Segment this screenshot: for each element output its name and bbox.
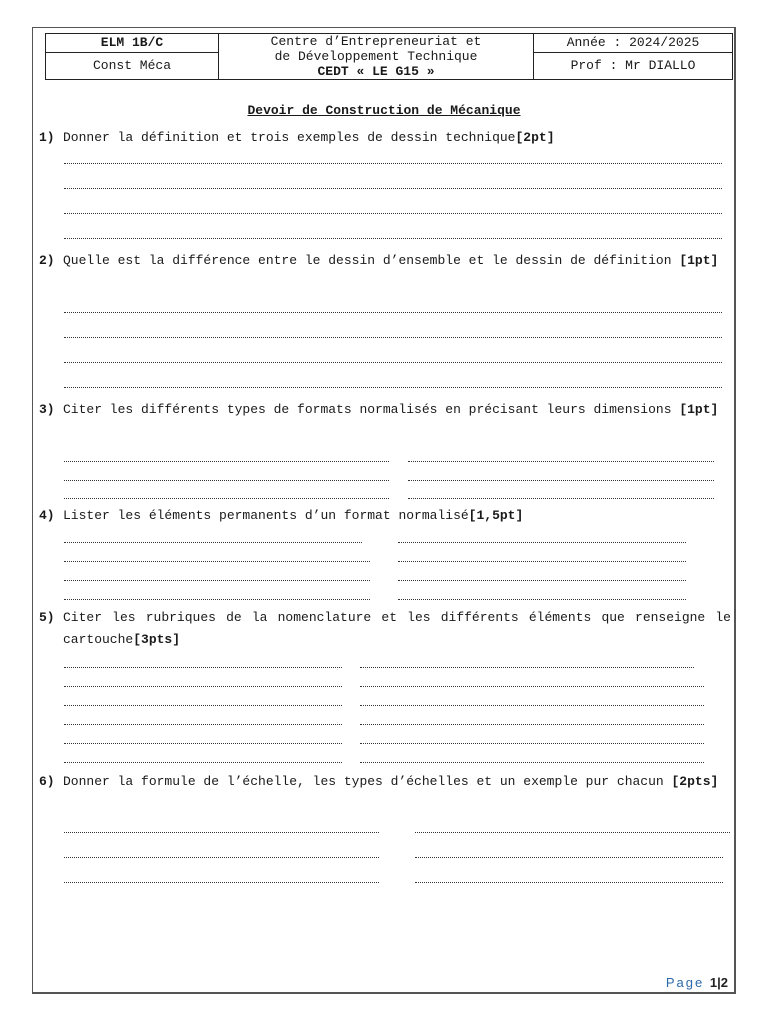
question-points: [1pt]: [679, 253, 719, 268]
answer-line[interactable]: [398, 542, 686, 543]
answer-line[interactable]: [64, 686, 342, 687]
question-text: Lister les éléments permanents d’un format normalisé: [63, 508, 469, 523]
answer-line[interactable]: [64, 480, 389, 481]
question-number: 4): [39, 508, 55, 523]
prof-cell: Prof : Mr DIALLO: [534, 53, 733, 80]
answer-line[interactable]: [360, 724, 704, 725]
question-3: [39, 399, 731, 421]
exam-title: Devoir de Construction de Mécanique: [247, 103, 521, 118]
answer-line[interactable]: [398, 580, 686, 581]
answer-line[interactable]: [64, 238, 722, 239]
answer-line[interactable]: [64, 163, 722, 164]
answer-line[interactable]: [64, 542, 362, 543]
page-label: Page: [665, 975, 705, 990]
answer-line[interactable]: [64, 461, 389, 462]
page-number: [666, 975, 728, 990]
answer-line[interactable]: [64, 337, 722, 338]
question-1: [39, 127, 731, 149]
answer-line[interactable]: [360, 686, 704, 687]
question-text: Citer les rubriques de la nomenclature et les différents éléments que renseigne le cartouche: [63, 610, 731, 647]
question-number: 5): [39, 610, 55, 625]
question-number: 3): [39, 402, 55, 417]
question-points: [1pt]: [679, 402, 719, 417]
question-6: [39, 771, 731, 793]
year-cell: Année : 2024/2025: [534, 34, 733, 53]
school-line2: de Développement Technique: [274, 49, 478, 64]
school-line3: CEDT « LE G15 »: [317, 64, 435, 79]
question-5: [39, 607, 731, 651]
answer-line[interactable]: [408, 498, 714, 499]
school-line1: Centre d’Entrepreneuriat et: [270, 34, 482, 49]
question-text: Citer les différents types de formats normalisés en précisant leurs dimensions: [63, 402, 680, 417]
answer-line[interactable]: [64, 667, 342, 668]
answer-line[interactable]: [360, 705, 704, 706]
question-text: Quelle est la différence entre le dessin d’ensemble et le dessin de définition: [63, 253, 680, 268]
answer-line[interactable]: [360, 762, 704, 763]
answer-line[interactable]: [64, 599, 370, 600]
answer-line[interactable]: [64, 857, 379, 858]
question-2: [39, 250, 731, 272]
class-cell: ELM 1B/C: [46, 34, 219, 53]
question-text: Donner la formule de l’échelle, les types d’échelles et un exemple pur chacun: [63, 774, 672, 789]
question-text: Donner la définition et trois exemples de dessin technique: [63, 130, 516, 145]
answer-line[interactable]: [360, 667, 694, 668]
answer-line[interactable]: [64, 362, 722, 363]
answer-line[interactable]: [64, 498, 389, 499]
subject-cell: Const Méca: [46, 53, 219, 80]
question-points: [1,5pt]: [468, 508, 524, 523]
question-points: [2pt]: [515, 130, 555, 145]
page-current: 1: [709, 975, 718, 990]
question-4: [39, 505, 731, 527]
answer-line[interactable]: [64, 188, 722, 189]
answer-line[interactable]: [64, 832, 379, 833]
answer-line[interactable]: [64, 724, 342, 725]
answer-line[interactable]: [64, 312, 722, 313]
answer-line[interactable]: [64, 561, 370, 562]
answer-line[interactable]: [64, 580, 370, 581]
answer-line[interactable]: [64, 762, 342, 763]
question-points: [3pts]: [133, 632, 181, 647]
question-points: [2pts]: [671, 774, 719, 789]
answer-line[interactable]: [415, 832, 730, 833]
answer-line[interactable]: [408, 461, 714, 462]
header-table: [45, 33, 733, 80]
answer-line[interactable]: [64, 882, 379, 883]
page-separator: |: [717, 975, 721, 990]
question-number: 6): [39, 774, 55, 789]
answer-line[interactable]: [360, 743, 704, 744]
answer-line[interactable]: [64, 387, 722, 388]
answer-line[interactable]: [64, 705, 342, 706]
answer-line[interactable]: [415, 882, 723, 883]
answer-line[interactable]: [415, 857, 723, 858]
answer-line[interactable]: [408, 480, 714, 481]
answer-line[interactable]: [398, 599, 686, 600]
answer-line[interactable]: [64, 743, 342, 744]
question-number: 2): [39, 253, 55, 268]
page-total: 2: [720, 975, 728, 990]
question-number: 1): [39, 130, 55, 145]
answer-line[interactable]: [398, 561, 686, 562]
school-cell: [219, 34, 534, 80]
answer-line[interactable]: [64, 213, 722, 214]
